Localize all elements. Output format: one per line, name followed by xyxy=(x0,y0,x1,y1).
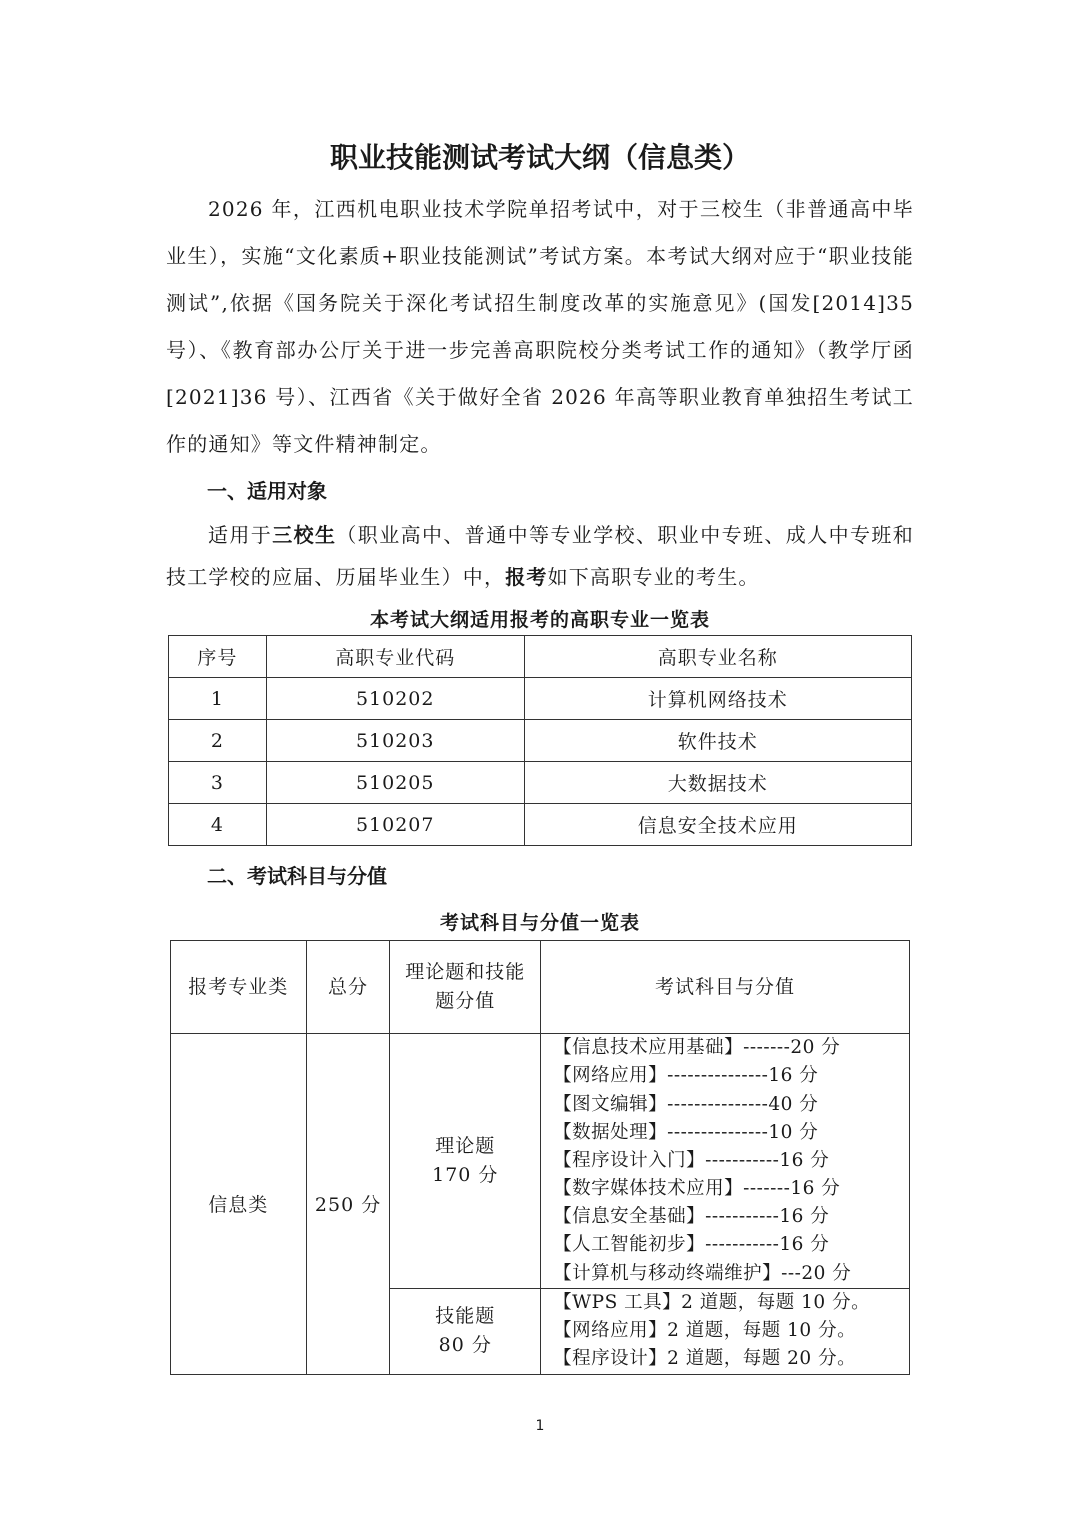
list-item: 【网络应用】---------------16 分 xyxy=(553,1065,819,1087)
majors-table-header xyxy=(169,636,912,678)
category-cell: 信息类 xyxy=(171,1034,307,1375)
row-name: 计算机网络技术 xyxy=(524,678,911,720)
row-name: 软件技术 xyxy=(524,720,911,762)
header-total: 总分 xyxy=(306,941,390,1034)
total-cell: 250 分 xyxy=(306,1034,390,1375)
skill-label: 技能题 xyxy=(435,1305,496,1328)
table-row xyxy=(169,720,912,762)
applicable-text xyxy=(166,514,914,598)
intro-text: 2026 年，江西机电职业技术学院单招考试中，对于三校生（非普通高中毕业生），实施“文化素质+职业技能测试”考试方案。本考试大纲对应于“职业技能测试”,依据《国务院关于深化考试招生制度改革的实施意见》(国发[2014]35 号）、《教育部办公厅关于进一步完善高职院校分类考试工作的通知》（教学厅函[2021]36 号）、江西省《关于做好全省 2026 年高等职业教育单独招生考试工作的通知》等文件精神制定。 xyxy=(166,197,914,456)
applicable-text-bold1: 三校生 xyxy=(272,523,337,547)
list-item: 【信息安全基础】-----------16 分 xyxy=(553,1206,830,1228)
header-split-line1: 理论题和技能 xyxy=(405,961,526,983)
subjects-table-caption: 考试科目与分值一览表 xyxy=(439,912,640,934)
theory-cell xyxy=(390,1034,541,1289)
subjects-table xyxy=(170,940,910,1375)
applicable-text-bold2: 报考 xyxy=(505,565,548,589)
applicable-text-part2: （职业高中、普通中等专业学校、职业中专班、成人中专班和技工学校的应届、历届毕业生）中， xyxy=(166,523,914,589)
intro-paragraph xyxy=(166,186,914,468)
row-no: 4 xyxy=(169,804,267,846)
list-item: 【WPS 工具】2 道题，每题 10 分。 xyxy=(553,1292,871,1313)
skill-subjects xyxy=(541,1289,910,1375)
list-item: 【计算机与移动终端维护】---20 分 xyxy=(553,1262,852,1284)
table-row xyxy=(169,804,912,846)
list-item: 【数据处理】---------------10 分 xyxy=(553,1121,819,1143)
skill-points: 80 分 xyxy=(438,1334,492,1357)
theory-points: 170 分 xyxy=(432,1164,499,1186)
list-item: 【程序设计】2 道题，每题 20 分。 xyxy=(553,1348,857,1370)
table-row xyxy=(169,762,912,804)
applicable-paragraph xyxy=(166,514,914,598)
list-item: 【网络应用】2 道题，每题 10 分。 xyxy=(553,1320,857,1342)
header-code: 高职专业代码 xyxy=(266,636,524,678)
section-heading-applicable: 一、适用对象 xyxy=(207,479,327,503)
header-subjects: 考试科目与分值 xyxy=(541,941,910,1034)
row-no: 2 xyxy=(169,720,267,762)
header-no: 序号 xyxy=(169,636,267,678)
row-code: 510207 xyxy=(266,804,524,846)
document-title: 职业技能测试考试大纲（信息类） xyxy=(329,141,750,174)
list-item: 【信息技术应用基础】-------20 分 xyxy=(553,1037,841,1059)
table-row xyxy=(169,678,912,720)
applicable-text-part3: 如下高职专业的考生。 xyxy=(547,565,760,589)
applicable-text-part1: 适用于 xyxy=(208,523,273,547)
list-item: 【程序设计入门】-----------16 分 xyxy=(553,1149,830,1171)
subjects-table-header xyxy=(171,941,910,1034)
row-code: 510202 xyxy=(266,678,524,720)
row-no: 3 xyxy=(169,762,267,804)
row-code: 510203 xyxy=(266,720,524,762)
table-row xyxy=(171,1034,910,1289)
row-no: 1 xyxy=(169,678,267,720)
section-heading-subjects: 二、考试科目与分值 xyxy=(207,864,387,888)
list-item: 【数字媒体技术应用】-------16 分 xyxy=(553,1178,841,1200)
header-category: 报考专业类 xyxy=(171,941,307,1034)
row-code: 510205 xyxy=(266,762,524,804)
majors-table-caption: 本考试大纲适用报考的高职专业一览表 xyxy=(369,609,710,631)
header-split-line2: 题分值 xyxy=(435,990,496,1012)
page-number: 1 xyxy=(535,1418,545,1434)
theory-label: 理论题 xyxy=(435,1135,496,1157)
list-item: 【人工智能初步】-----------16 分 xyxy=(553,1234,830,1256)
header-name: 高职专业名称 xyxy=(524,636,911,678)
row-name: 信息安全技术应用 xyxy=(524,804,911,846)
theory-subjects xyxy=(541,1034,910,1289)
list-item: 【图文编辑】---------------40 分 xyxy=(553,1093,819,1115)
row-name: 大数据技术 xyxy=(524,762,911,804)
majors-table xyxy=(168,635,912,846)
skill-cell xyxy=(390,1289,541,1375)
header-split xyxy=(390,941,541,1034)
